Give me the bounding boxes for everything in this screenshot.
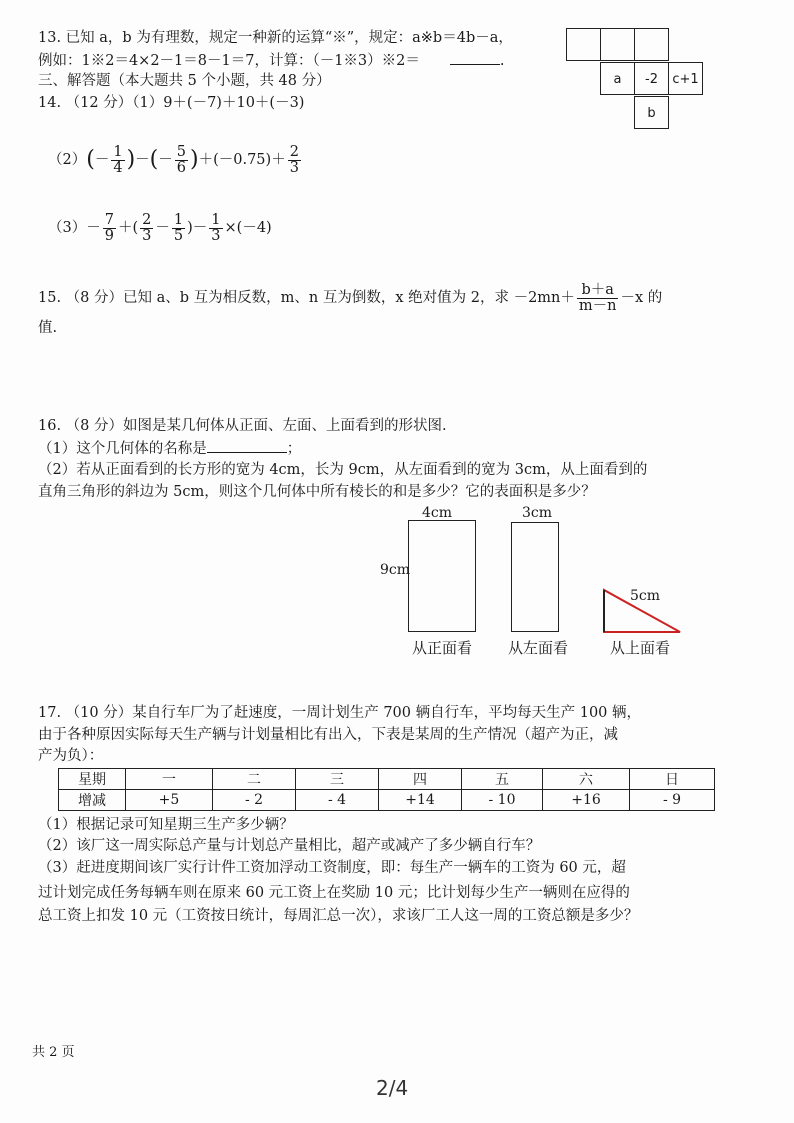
q14-p3-frac1: $\frac{7}{9}$ [104,211,114,244]
table-header-cell: 增减 [59,790,126,811]
q17-line1: 17. （10 分）某自行车厂为了赶速度，一周计划生产 700 辆自行车，平均每天生产 100 辆， [38,705,642,721]
net-cell-b: b [634,96,669,129]
q17-sub3b: 过计划完成任务每辆车则在原来 60 元工资上在奖励 10 元；比计划每少生产一辆则在应得的 [38,885,630,901]
table-cell: 三 [296,769,379,790]
hypotenuse-label: 5cm [630,588,661,604]
q14-head: 14. （12 分）（1）9＋(－7)＋10＋(－3) [38,95,305,111]
table-cell: 日 [630,769,715,790]
net-cell-a: a [600,62,635,95]
q17-line2: 由于各种原因实际每天生产辆与计划量相比有出入，下表是某周的生产情况（超产为正，减 [38,727,618,743]
q13-line2-text: 例如：1※2＝4×2－1＝8－1＝7，计算：（－1※3）※2＝ [38,53,420,69]
top-view-label: 从上面看 [610,639,671,657]
q16-line2: （1）这个几何体的名称是 ； [38,438,301,459]
q16-line3: （2）若从正面看到的长方形的宽为 4cm，长为 9cm，从左面看到的宽为 3cm，从上面看到的 [38,462,648,478]
section-3-heading: 三、解答题（本大题共 5 个小题，共 48 分） [38,73,331,89]
q14-p2-frac3: $\frac{2}{3}$ [289,143,299,176]
left-width-label: 3cm [522,505,553,521]
q17-sub2: （2）该厂这一周实际总产量与计划总产量相比，超产或减产了多少辆自行车？ [38,838,541,854]
q13-answer-blank [450,50,500,65]
table-cell: 一 [126,769,213,790]
page-count: 共 2 页 [32,1045,75,1060]
table-cell: 二 [213,769,296,790]
net-cell-3 [634,28,669,61]
table-row [59,790,715,811]
q14-part2: （2）(－ $\frac{1}{4}$ )－(－ $\frac{5}{6}$ )＋(－0.75)＋ $\frac{2}{3}$ [48,143,299,176]
table-cell: 六 [543,769,630,790]
q14-part3: （3）－ $\frac{7}{9}$ ＋( $\frac{2}{3}$ － $\frac{1}{5}$ )－ $\frac{1}{3}$ ×(－4) [48,211,272,244]
table-cell: +5 [126,790,213,811]
left-view-label: 从左面看 [508,639,569,657]
table-row [59,769,715,790]
q13-period: . [499,53,505,69]
table-cell: - 2 [213,790,296,811]
q17-sub1: （1）根据记录可知星期三生产多少辆？ [38,817,294,833]
front-view-label: 从正面看 [412,639,473,657]
q14-p3-frac2: $\frac{2}{3}$ [142,211,152,244]
left-view-rectangle [511,522,559,632]
q14-p3-label: （3） [48,220,87,236]
table-cell: 五 [462,769,543,790]
net-cell-2 [600,28,635,61]
q17-line3: 产为负）： [38,748,104,764]
q17-sub3a: （3）赶进度期间该厂实行计件工资加浮动工资制度，即：每生产一辆车的工资为 60 元，超 [38,860,626,876]
q13-line2 [38,50,505,71]
q16-line4: 直角三角形的斜边为 5cm，则这个几何体中所有棱长的和是多少？它的表面积是多少？ [38,484,596,500]
q16-answer-blank [207,438,287,453]
q13-line1: 13. 已知 a，b 为有理数，规定一种新的运算“※”，规定：a※b＝4b－a， [38,30,513,46]
q14-p3-frac4: $\frac{1}{3}$ [211,211,221,244]
table-cell: - 10 [462,790,543,811]
net-cell-c1: c+1 [668,62,703,95]
table-cell: 四 [379,769,462,790]
page-number: 2/4 [376,1076,409,1100]
table-cell: - 9 [630,790,715,811]
net-cell-1 [566,28,601,61]
front-width-label: 4cm [422,505,453,521]
q17-sub3c: 总工资上扣发 10 元（工资按日统计，每周汇总一次），求该厂工人这一周的工资总额是多少？ [38,908,639,924]
q15-line1: 15. （8 分）已知 a、b 互为相反数，m、n 互为倒数，x 绝对值为 2，求 －2mn＋ $\frac{b+a}{m-n}$ －x 的 [38,281,663,314]
production-table [58,768,715,811]
q14-p2-label: （2） [48,152,87,168]
q16-line1: 16. （8 分）如图是某几何体从正面、左面、上面看到的形状图. [38,418,447,434]
q14-p3-frac3: $\frac{1}{5}$ [173,211,184,244]
table-header-cell: 星期 [59,769,126,790]
table-cell: +16 [543,790,630,811]
q15-line2: 值. [38,320,58,336]
net-cell-neg2: -2 [634,62,669,95]
front-view-rectangle [408,520,476,632]
q15-frac: $\frac{b+a}{m-n}$ [578,281,617,314]
table-cell: +14 [379,790,462,811]
q14-p2-frac2: $\frac{5}{6}$ [176,143,186,176]
q14-p2-frac1: $\frac{1}{4}$ [113,143,123,176]
height-label: 9cm [380,562,411,578]
table-cell: - 4 [296,790,379,811]
